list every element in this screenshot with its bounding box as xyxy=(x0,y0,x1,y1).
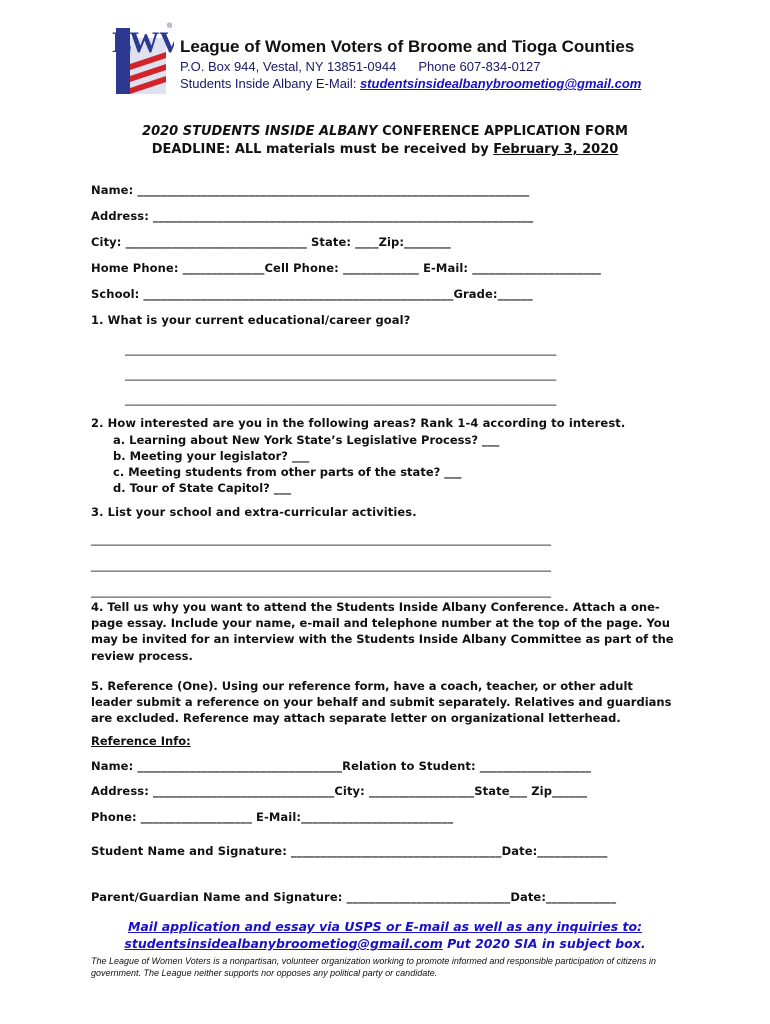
footer-disclaimer: The League of Women Voters is a nonpartisan, volunteer organization working to promote informed and responsible participation of citizens in government. The League neither supports nor opposes any political party or candidate. xyxy=(91,956,656,978)
question-3-answer-line[interactable]: ________________________________________________________________________________ xyxy=(91,584,551,598)
question-1: 1. What is your current educational/career goal? xyxy=(91,313,411,327)
deadline-date: February 3, 2020 xyxy=(493,142,619,157)
question-2-item-b[interactable]: b. Meeting your legislator? ___ xyxy=(113,449,310,463)
reference-phone-email-field[interactable]: Phone: ___________________ E-Mail:__________________________ xyxy=(91,810,454,824)
logo-text: LWV xyxy=(112,26,174,59)
city-state-zip-field[interactable]: City: _______________________________ State: ____Zip:________ xyxy=(91,235,451,249)
phone-email-field[interactable]: Home Phone: ______________Cell Phone: _____________ E-Mail: ______________________ xyxy=(91,261,601,275)
reference-heading: Reference Info: xyxy=(91,734,191,748)
student-signature-field[interactable]: Student Name and Signature: ____________________________________Date:____________ xyxy=(91,844,608,858)
question-3: 3. List your school and extra-curricular activities. xyxy=(91,505,417,519)
form-title xyxy=(0,124,770,139)
question-4: 4. Tell us why you want to attend the Students Inside Albany Conference. Attach a one-page essay. Include your name, e-mail and telephone number at the top of the page. You may be invited for an interview with the Students Inside Albany Committee as part of the review process. xyxy=(91,600,674,663)
logo-registered-mark: ® xyxy=(167,23,173,30)
question-5: 5. Reference (One). Using our reference form, have a coach, teacher, or other adult leader submit a reference on your behalf and submit separately. Relatives and guardians are excluded. Reference may attach separate letter on organizational letterhead. xyxy=(91,679,672,726)
school-grade-field[interactable]: School: _____________________________________________________Grade:______ xyxy=(91,287,533,301)
mailing-email-link[interactable]: studentsinsidealbanybroometiog@gmail.com xyxy=(124,936,443,951)
reference-address-field[interactable]: Address: _______________________________City: __________________State___ Zip______ xyxy=(91,784,588,798)
form-title-year: 2020 xyxy=(142,124,179,139)
parent-signature-field[interactable]: Parent/Guardian Name and Signature: ____________________________Date:____________ xyxy=(91,890,617,904)
org-phone: Phone 607-834-0127 xyxy=(418,59,541,74)
question-2-item-c[interactable]: c. Meeting students from other parts of the state? ___ xyxy=(113,465,462,479)
org-email-link[interactable]: studentsinsidealbanybroometiog@gmail.com xyxy=(359,76,642,91)
deadline xyxy=(0,142,770,157)
question-2-item-a[interactable]: a. Learning about New York State’s Legislative Process? ___ xyxy=(113,433,500,447)
org-address: P.O. Box 944, Vestal, NY 13851-0944 xyxy=(180,59,397,74)
question-3-answer-line[interactable]: ________________________________________________________________________________ xyxy=(91,558,551,572)
mailing-subject-note: Put 2020 SIA in subject box. xyxy=(442,936,646,951)
org-email-line xyxy=(180,76,641,91)
org-name: League of Women Voters of Broome and Tioga Counties xyxy=(180,37,635,56)
question-2: 2. How interested are you in the following areas? Rank 1-4 according to interest. xyxy=(91,416,626,430)
form-title-rest: CONFERENCE APPLICATION FORM xyxy=(377,124,628,139)
mailing-line-1: Mail application and essay via USPS or E-mail as well as any inquiries to: xyxy=(127,919,643,934)
mailing-instructions xyxy=(0,919,770,934)
question-1-answer-line[interactable]: ___________________________________________________________________________ xyxy=(125,392,557,406)
deadline-prefix: DEADLINE: ALL materials must be received by xyxy=(151,142,494,157)
form-title-program: STUDENTS INSIDE ALBANY xyxy=(182,124,378,139)
org-address-line xyxy=(180,59,541,74)
org-email-label: Students Inside Albany E-Mail: xyxy=(180,76,357,91)
question-2-item-d[interactable]: d. Tour of State Capitol? ___ xyxy=(113,481,292,495)
mailing-email-line xyxy=(0,936,770,951)
lwv-logo xyxy=(110,18,174,98)
question-1-answer-line[interactable]: ___________________________________________________________________________ xyxy=(125,342,557,356)
question-1-answer-line[interactable]: ___________________________________________________________________________ xyxy=(125,367,557,381)
question-3-answer-line[interactable]: ________________________________________________________________________________ xyxy=(91,532,551,546)
lwv-logo-graphic xyxy=(110,18,174,98)
reference-name-field[interactable]: Name: ___________________________________Relation to Student: ___________________ xyxy=(91,759,591,773)
address-field[interactable]: Address: _________________________________________________________________ xyxy=(91,209,534,223)
name-field[interactable]: Name: ___________________________________________________________________ xyxy=(91,183,530,197)
